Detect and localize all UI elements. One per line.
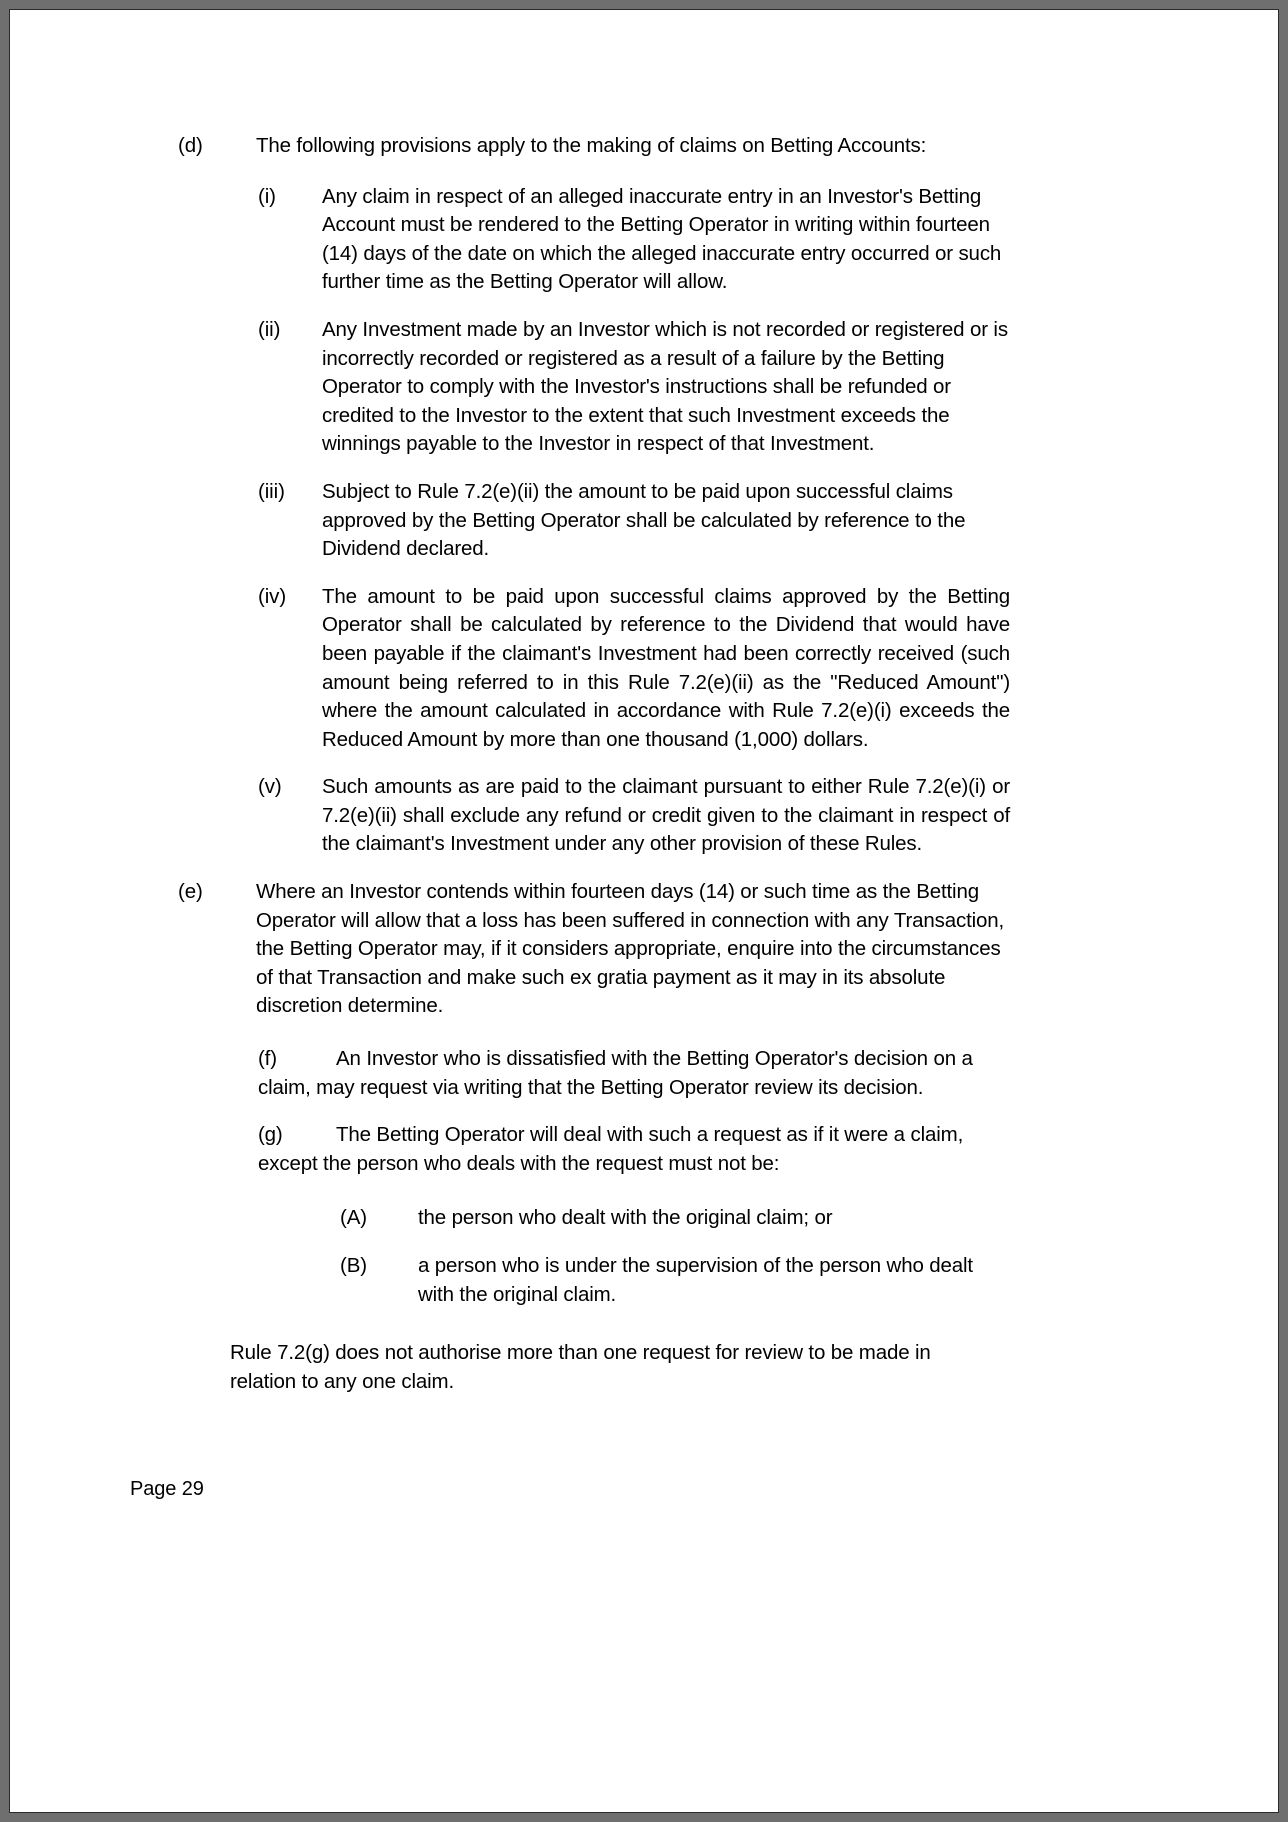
clause-g-b [340,1252,1010,1309]
clause-d-iv [258,583,1010,755]
clause-d-iv-marker: (iv) [258,584,287,608]
clause-f-text: An Investor who is dissatisfied with the Betting Operator's decision on a claim, may request via writing that the Betting Operator review its decision. [258,1047,973,1099]
document-page [9,9,1279,1813]
clause-d-ii-marker: (ii) [258,317,281,341]
clause-d-iii-text: Subject to Rule 7.2(e)(ii) the amount to be paid upon successful claims approved by the Betting Operator shall be calculated by reference to the Dividend declared. [322,479,966,561]
document-body [130,132,1010,1396]
clause-g-a-marker: (A) [340,1206,368,1230]
clause-g-text: The Betting Operator will deal with such a request as if it were a claim, except the person who deals with the request must not be: [258,1123,964,1175]
clause-d-iii [258,478,1010,564]
clause-d-i-marker: (i) [258,184,276,208]
clause-d-v-text: Such amounts as are paid to the claimant pursuant to either Rule 7.2(e)(i) or 7.2(e)(ii) shall exclude any refund or credit given to the claimant in respect of the claimant's Investment under any other provision of these Rules. [322,775,1010,856]
clause-d-v-marker: (v) [258,775,282,799]
clause-g-b-marker: (B) [340,1254,368,1277]
clause-d-marker: (d) [178,134,203,157]
clause-d-i [258,183,1010,297]
clause-g-b-text: a person who is under the supervision of the person who dealt with the original claim. [418,1254,973,1306]
clause-e-marker: (e) [178,880,203,904]
clause-g-marker: (g) [258,1123,283,1147]
page-footer: Page 29 [130,1478,204,1500]
clause-g-a [340,1204,1010,1233]
clause-g-a-text: the person who dealt with the original claim; or [418,1206,833,1230]
clause-d-iv-text: The amount to be paid upon successful claims approved by the Betting Operator shall be calculated by reference to the Dividend that would have been payable if the claimant's Investment had been correctly received (such amount being referred to in this Rule 7.2(e)(ii) as the "Reduced Amount") where the amount calculated in accordance with Rule 7.2(e)(i) exceeds the Reduced Amount by more than one thousand (1,000) dollars. [322,584,1010,751]
clause-e-text: Where an Investor contends within fourteen days (14) or such time as the Betting Operator will allow that a loss has been suffered in connection with any Transaction, the Betting Operator may, if it considers appropriate, enquire into the circumstances of that Transaction and make such ex gratia payment as it may in its absolute discretion determine. [256,880,1005,1018]
clause-f-marker: (f) [258,1047,277,1071]
clause-d-text: The following provisions apply to the making of claims on Betting Accounts: [256,134,927,157]
clause-d [178,132,1010,161]
clause-d-iii-marker: (iii) [258,479,285,503]
clause-d-i-text: Any claim in respect of an alleged inaccurate entry in an Investor's Betting Account must be rendered to the Betting Operator in writing within fourteen (14) days of the date on which the alleged inaccurate entry occurred or such further time as the Betting Operator will allow. [322,184,1002,294]
closing-paragraph: Rule 7.2(g) does not authorise more than one request for review to be made in relation to any one claim. [230,1341,931,1393]
clause-d-ii-text: Any Investment made by an Investor which is not recorded or registered or is incorrectly recorded or registered as a result of a failure by the Betting Operator to comply with the Investor's instructions shall be refunded or credited to the Investor to the extent that such Investment exceeds the winnings payable to the Investor in respect of that Investment. [322,317,1008,456]
clause-g [258,1121,1010,1178]
clause-f [258,1045,1010,1102]
page-canvas [10,10,1278,1812]
clause-d-ii [258,316,1010,459]
clause-d-v [258,773,1010,859]
clause-e [178,878,1010,1021]
